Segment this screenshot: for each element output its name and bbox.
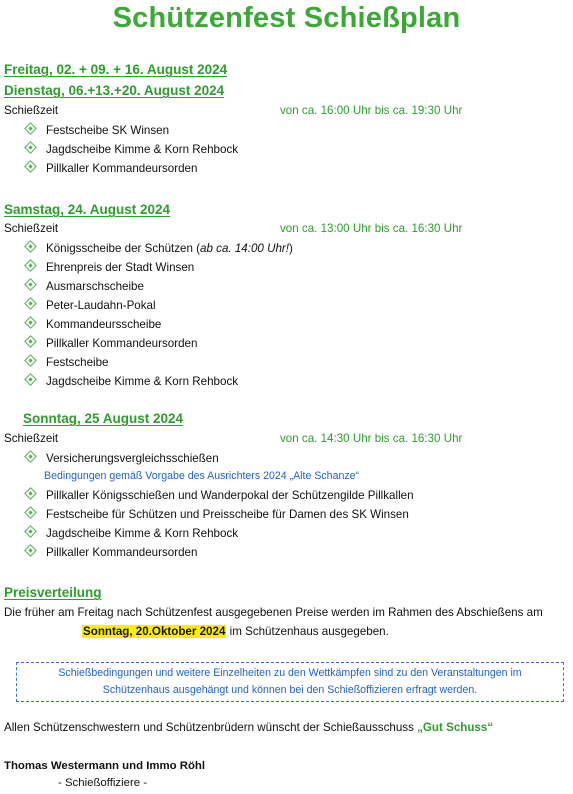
closing-wish: [4, 721, 493, 734]
sunday-time-label: Schießzeit: [4, 432, 59, 445]
diamond-bullet-icon: [24, 373, 37, 386]
list-item: [24, 354, 109, 371]
awards-date-line: [82, 625, 389, 638]
list-item: [24, 160, 197, 177]
awards-text: Die früher am Freitag nach Schützenfest ausgegebenen Preise werden im Rahmen des Abschießens am: [4, 606, 543, 619]
list-item: [24, 141, 238, 158]
list-item: [24, 506, 409, 523]
list-item-text: Festscheibe: [46, 356, 109, 369]
list-item: [24, 544, 197, 561]
list-item-text: Festscheibe für Schützen und Preisscheibe für Damen des SK Winsen: [46, 508, 409, 521]
awards-heading: Preisverteilung: [4, 585, 102, 600]
info-box: [16, 662, 564, 702]
friday-time-label: Schießzeit: [4, 104, 59, 117]
page-title: Schützenfest Schießplan: [112, 2, 461, 34]
list-item-text-end: ): [288, 242, 293, 255]
diamond-bullet-icon: [24, 450, 37, 463]
list-item-text: Kommandeursscheibe: [46, 318, 162, 331]
list-item-text: Festscheibe SK Winsen: [46, 124, 170, 137]
diamond-bullet-icon: [24, 259, 37, 272]
diamond-bullet-icon: [24, 525, 37, 538]
saturday-time: von ca. 13:00 Uhr bis ca. 16:30 Uhr: [280, 222, 463, 235]
info-line-2: Schützenhaus ausgehängt und können bei den Schießoffizieren erfragt werden.: [102, 684, 478, 696]
diamond-bullet-icon: [24, 240, 37, 253]
list-item: [24, 122, 169, 139]
list-item-text: Peter-Laudahn-Pokal: [46, 299, 156, 312]
diamond-bullet-icon: [24, 544, 37, 557]
list-item-text: Ausmarschscheibe: [46, 280, 144, 293]
tuesday-heading: Dienstag, 06.+13.+20. August 2024: [4, 83, 225, 98]
list-item-note: ab ca. 14:00 Uhr!: [200, 242, 289, 255]
diamond-bullet-icon: [24, 160, 37, 173]
list-item-text: Jagdscheibe Kimme & Korn Rehbock: [46, 527, 239, 540]
diamond-bullet-icon: [24, 316, 37, 329]
friday-heading: Freitag, 02. + 09. + 16. August 2024: [4, 62, 228, 77]
saturday-time-label: Schießzeit: [4, 222, 59, 235]
list-item: [24, 259, 194, 276]
wish-text: Allen Schützenschwestern und Schützenbrüdern wünscht der Schießausschuss: [4, 721, 418, 734]
diamond-bullet-icon: [24, 506, 37, 519]
signature-role: - Schießoffiziere -: [58, 777, 148, 789]
list-item-text: Pillkaller Königsschießen und Wanderpokal der Schützengilde Pillkallen: [46, 489, 414, 502]
list-item-text: Pillkaller Kommandeursorden: [46, 546, 198, 559]
list-item-text: Versicherungsvergleichsschießen: [46, 452, 219, 465]
sunday-heading: Sonntag, 25 August 2024: [23, 411, 184, 426]
diamond-bullet-icon: [24, 335, 37, 348]
diamond-bullet-icon: [24, 141, 37, 154]
list-item: [24, 278, 144, 295]
list-item-text: Jagdscheibe Kimme & Korn Rehbock: [46, 143, 239, 156]
diamond-bullet-icon: [24, 487, 37, 500]
list-item: [24, 450, 219, 467]
awards-date: Sonntag, 20.Oktober 2024: [83, 625, 226, 638]
list-item: [24, 487, 414, 504]
list-item-text: Pillkaller Kommandeursorden: [46, 337, 198, 350]
sunday-time: von ca. 14:30 Uhr bis ca. 16:30 Uhr: [280, 432, 463, 445]
diamond-bullet-icon: [24, 122, 37, 135]
awards-place: im Schützenhaus ausgegeben.: [226, 625, 389, 638]
list-item: [24, 240, 293, 257]
list-item: [24, 316, 161, 333]
diamond-bullet-icon: [24, 354, 37, 367]
diamond-bullet-icon: [24, 278, 37, 291]
list-item: [24, 335, 197, 352]
info-line-1: Schießbedingungen und weitere Einzelheiten zu den Wettkämpfen sind zu den Veranstaltungen im: [58, 667, 522, 679]
signature: Thomas Westermann und Immo Röhl: [4, 760, 206, 772]
list-item-text: Pillkaller Kommandeursorden: [46, 162, 198, 175]
list-item-text: Jagdscheibe Kimme & Korn Rehbock: [46, 375, 239, 388]
conditions-note: Bedingungen gemäß Vorgabe des Ausrichters 2024 „Alte Schanze“: [44, 470, 360, 482]
list-item: [24, 525, 238, 542]
saturday-heading: Samstag, 24. August 2024: [4, 202, 171, 217]
friday-time: von ca. 16:00 Uhr bis ca. 19:30 Uhr: [280, 104, 463, 117]
wish-quote: „Gut Schuss“: [417, 721, 494, 734]
list-item: [24, 297, 156, 314]
list-item: [24, 373, 238, 390]
list-item-text: Königsscheibe der Schützen (: [46, 242, 201, 255]
diamond-bullet-icon: [24, 297, 37, 310]
list-item-text: Ehrenpreis der Stadt Winsen: [46, 261, 195, 274]
